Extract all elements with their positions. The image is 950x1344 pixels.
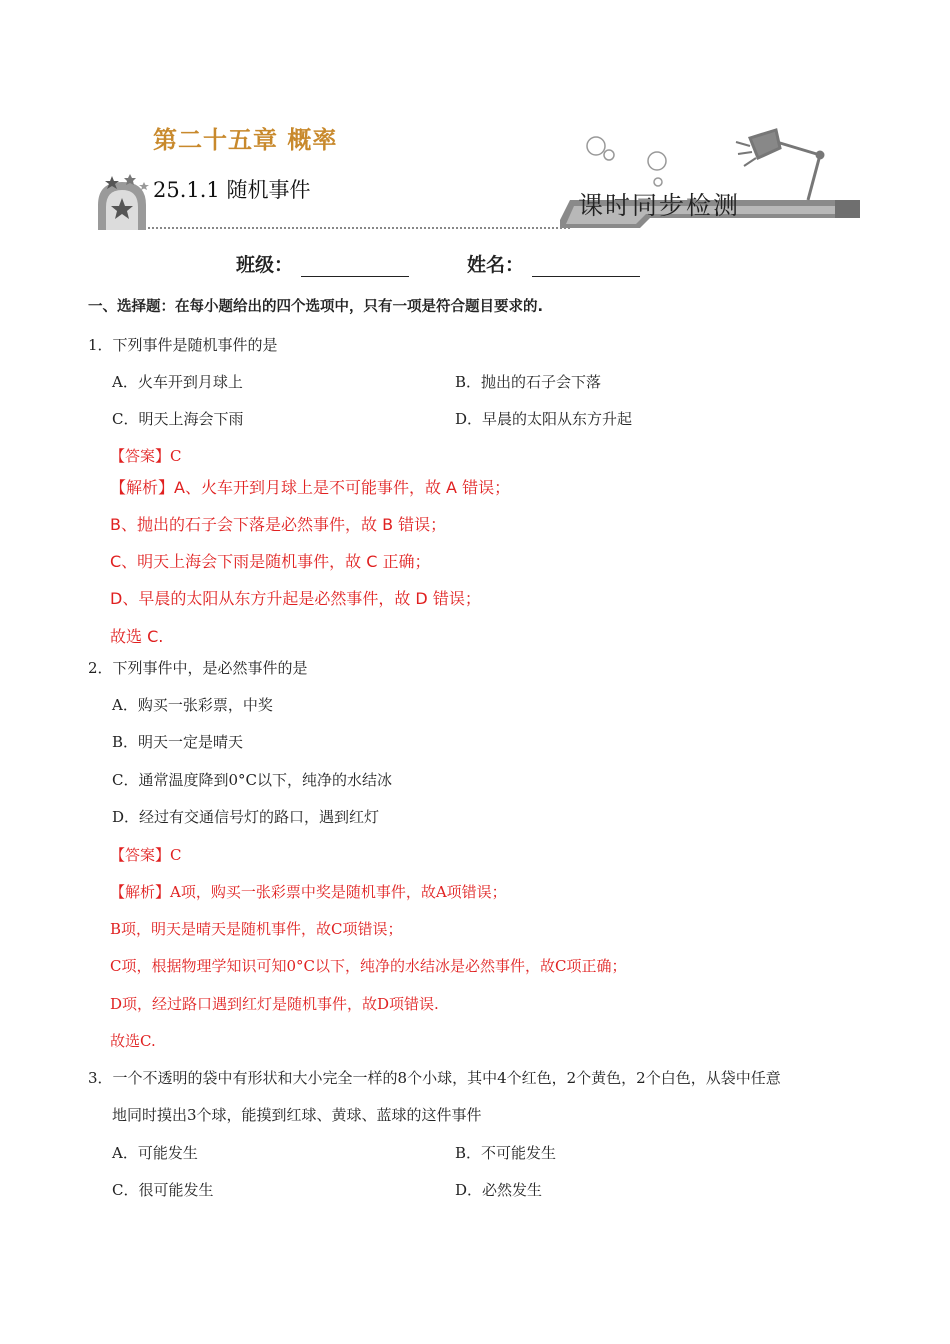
class-label: 班级： xyxy=(236,254,294,276)
q1-explanation-2: B、抛出的石子会下落是必然事件，故 B 错误； xyxy=(110,515,447,534)
q1-explanation-1: 【解析】A、火车开到月球上是不可能事件，故 A 错误； xyxy=(110,478,511,497)
q2-answer: 【答案】C xyxy=(110,846,182,864)
bubble-icon xyxy=(604,150,614,160)
section-title: 25.1.1 随机事件 xyxy=(153,178,311,202)
q2-option-c: C．通常温度降到0°C以下，纯净的水结冰 xyxy=(112,771,392,789)
brand-title: 课时同步检测 xyxy=(578,191,741,220)
q1-option-b: B．抛出的石子会下落 xyxy=(455,373,602,391)
q1-explanation-4: D、早晨的太阳从东方升起是必然事件，故 D 错误； xyxy=(110,589,481,608)
q2-option-b: B．明天一定是晴天 xyxy=(112,733,244,751)
q3-option-a: A．可能发生 xyxy=(112,1144,198,1162)
q2-stem: 2．下列事件中，是必然事件的是 xyxy=(88,659,308,677)
class-field[interactable] xyxy=(236,250,409,277)
q1-stem: 1．下列事件是随机事件的是 xyxy=(88,336,278,354)
q1-option-c: C．明天上海会下雨 xyxy=(112,410,244,428)
bubble-icon xyxy=(648,152,666,170)
q3-option-b: B．不可能发生 xyxy=(455,1144,557,1162)
bubble-icon xyxy=(587,137,605,155)
q3-option-c: C．很可能发生 xyxy=(112,1181,214,1199)
q2-explanation-1: 【解析】A项，购买一张彩票中奖是随机事件，故A项错误； xyxy=(110,883,507,901)
q2-explanation-4: D项，经过路口遇到红灯是随机事件，故D项错误. xyxy=(110,995,439,1013)
q1-answer: 【答案】C xyxy=(110,447,182,465)
q1-option-d: D．早晨的太阳从东方升起 xyxy=(455,410,633,428)
name-label: 姓名： xyxy=(467,254,525,276)
q2-option-a: A．购买一张彩票，中奖 xyxy=(112,696,273,714)
name-field[interactable] xyxy=(467,250,640,277)
q1-explanation-5: 故选 C. xyxy=(110,627,164,646)
name-blank[interactable] xyxy=(532,256,640,277)
q2-explanation-3: C项，根据物理学知识可知0°C以下，纯净的水结冰是必然事件，故C项正确； xyxy=(110,957,627,975)
desk-lamp-icon xyxy=(736,130,823,200)
q1-option-a: A．火车开到月球上 xyxy=(112,373,243,391)
q3-stem-line-2: 地同时摸出3个球，能摸到红球、黄球、蓝球的这件事件 xyxy=(112,1106,482,1124)
section-heading: 一、选择题：在每小题给出的四个选项中，只有一项是符合题目要求的. xyxy=(88,299,544,315)
star-badge-icon xyxy=(98,174,149,230)
bubble-icon xyxy=(654,178,662,186)
q2-explanation-2: B项，明天是晴天是随机事件，故C项错误； xyxy=(110,920,403,938)
q2-explanation-5: 故选C. xyxy=(110,1032,156,1050)
chapter-title: 第二十五章 概率 xyxy=(153,126,338,154)
q3-stem-line-1: 3．一个不透明的袋中有形状和大小完全一样的8个小球，其中4个红色，2个黄色，2个白色，从袋中任意 xyxy=(88,1069,781,1087)
q2-option-d: D．经过有交通信号灯的路口，遇到红灯 xyxy=(112,808,380,826)
q1-explanation-3: C、明天上海会下雨是随机事件，故 C 正确； xyxy=(110,552,431,571)
class-blank[interactable] xyxy=(301,256,409,277)
q3-option-d: D．必然发生 xyxy=(455,1181,543,1199)
